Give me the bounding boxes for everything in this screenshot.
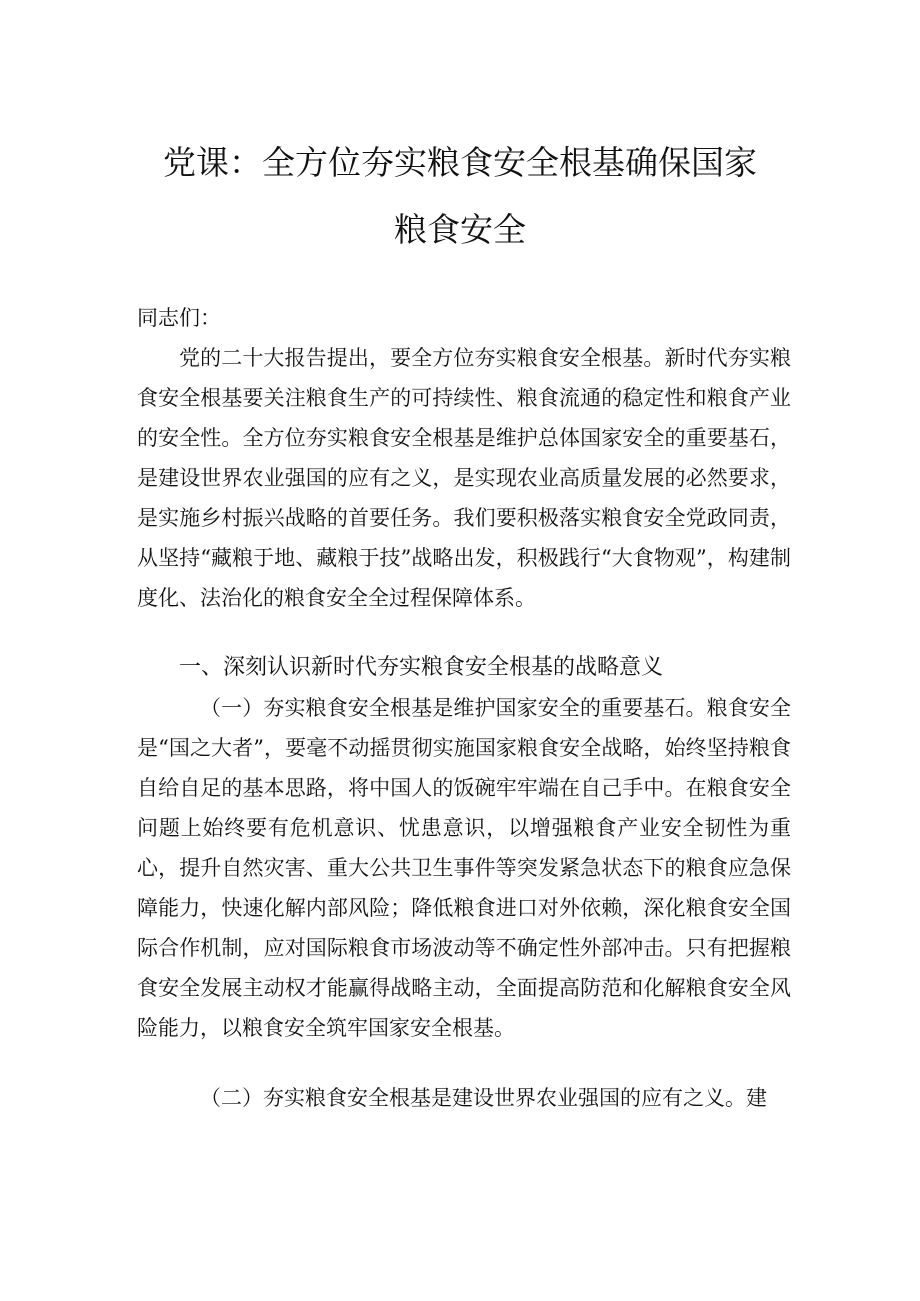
document-title-line-2: 粮食安全	[394, 210, 526, 249]
paragraph-section-1-2: （二）夯实粮食安全根基是建设世界农业强国的应有之义。建	[200, 1086, 767, 1110]
salutation: 同志们：	[137, 306, 221, 330]
paragraph-intro: 党的二十大报告提出，要全方位夯实粮食安全根基。新时代夯实粮食安全根基要关注粮食生产的可持续性、粮食流通的稳定性和粮食产业的安全性。全方位夯实粮食安全根基是维护总体国家安全的重要基石，是建设世界农业强国的应有之义，是实现农业高质量发展的必然要求，是实施乡村振兴战略的首要任务。我们要积极落实粮食安全党政同责，从坚持“藏粮于地、藏粮于技”战略出发，积极践行“大食物观”，构建制度化、法治化的粮食安全全过程保障体系。	[137, 346, 791, 610]
paragraph-section-1-1: （一）夯实粮食安全根基是维护国家安全的重要基石。粮食安全是“国之大者”，要毫不动摇贯彻实施国家粮食安全战略，始终坚持粮食自给自足的基本思路，将中国人的饭碗牢牢端在自己手中。在粮食安全问题上始终要有危机意识、忧患意识，以增强粮食产业安全韧性为重心，提升自然灾害、重大公共卫生事件等突发紧急状态下的粮食应急保障能力，快速化解内部风险；降低粮食进口对外依赖，深化粮食安全国际合作机制，应对国际粮食市场波动等不确定性外部冲击。只有把握粮食安全发展主动权才能赢得战略主动，全面提高防范和化解粮食安全风险能力，以粮食安全筑牢国家安全根基。	[137, 696, 791, 1040]
section-heading-1: 一、深刻认识新时代夯实粮食安全根基的战略意义	[179, 655, 664, 680]
document-title-line-1: 党课：全方位夯实粮食安全根基确保国家	[163, 143, 757, 182]
